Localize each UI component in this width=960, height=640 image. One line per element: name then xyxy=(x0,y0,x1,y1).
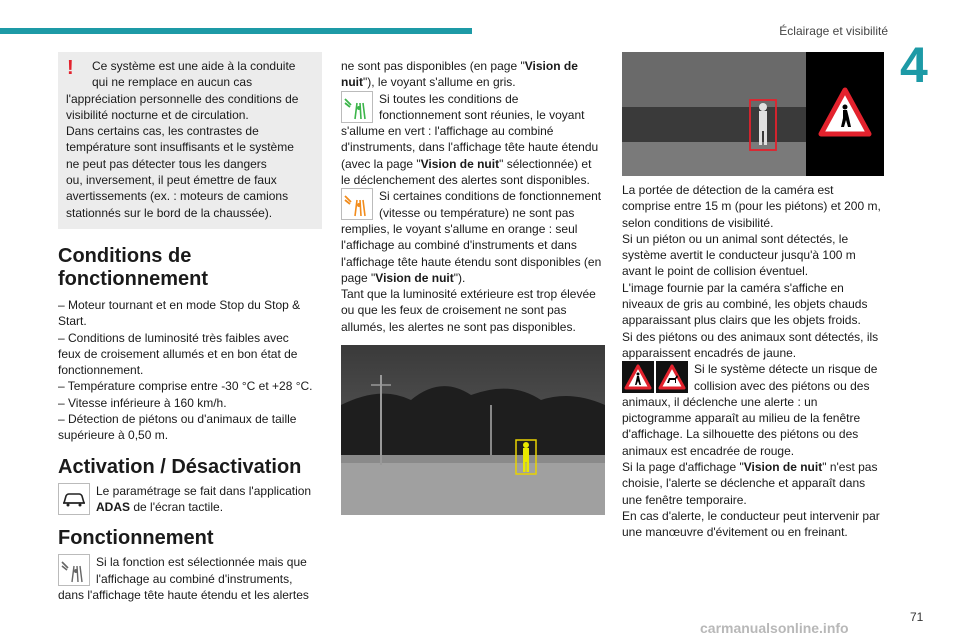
conditions-title: fonctionnement xyxy=(58,267,208,290)
green-line: (avec la page "Vision de nuit" sélectionnée) et xyxy=(341,156,592,171)
header-accent-bar xyxy=(0,28,472,34)
orange-line: page "Vision de nuit"). xyxy=(341,270,466,285)
warning-line: avertissements (ex. : moteurs de camions xyxy=(66,189,289,204)
section-title: Éclairage et visibilité xyxy=(779,24,888,38)
activation-item xyxy=(58,483,322,516)
range-line: Si des piétons ou des animaux sont détectés, ils xyxy=(622,329,879,344)
daylight-line: ou que les feux de croisement ne sont pas xyxy=(341,303,567,318)
green-line: s'allume en vert : l'affichage au combiné xyxy=(341,124,554,139)
orange-line: l'affichage tête haute étendu sont disponibles (en xyxy=(341,254,602,269)
night-vision-icon xyxy=(58,554,90,586)
range-line: système avertit le conducteur jusqu'à 100 m xyxy=(622,248,856,263)
orange-line: remplies, le voyant s'allume en orange : seul xyxy=(341,221,578,236)
alert-line: Si la page d'affichage "Vision de nuit" n'est pas xyxy=(622,460,878,475)
orange-line: l'affichage au combiné d'instruments et dans xyxy=(341,238,577,253)
conditions-line: feux de croisement allumés et en bon état de xyxy=(58,346,298,361)
activation-text: Le paramétrage se fait dans l'application ADAS de l'écran tactile. xyxy=(96,483,312,514)
night-vision-green-icon xyxy=(341,91,373,123)
range-line: Si un piéton ou un animal sont détectés, le xyxy=(622,231,849,246)
conditions-line: Start. xyxy=(58,314,87,329)
fonctionnement-line: Si la fonction est sélectionnée mais que xyxy=(96,555,307,570)
conditions-title: Conditions de xyxy=(58,244,192,267)
warning-line: qui ne remplace en aucun cas xyxy=(92,75,253,90)
alert-item xyxy=(622,361,886,394)
alert-line: une fenêtre temporaire. xyxy=(622,492,747,507)
conditions-line: – Détection de piétons ou d'animaux de taille xyxy=(58,412,297,427)
pedestrian-warning-icon xyxy=(622,361,654,393)
green-line: Si toutes les conditions de xyxy=(379,91,519,106)
warning-line: l'appréciation personnelle des conditions de xyxy=(66,91,299,106)
range-line: avant le point de collision éventuel. xyxy=(622,264,809,279)
range-line: comprise entre 15 m (pour les piétons) et 200 m, xyxy=(622,199,881,214)
column-3 xyxy=(622,52,886,541)
thermal-alert-image xyxy=(622,52,884,176)
range-line: apparaissant plus clairs que les objets froids. xyxy=(622,313,861,328)
range-line: L'image fournie par la caméra s'affiche en xyxy=(622,280,844,295)
range-line: niveaux de gris au combiné, les objets chauds xyxy=(622,297,868,312)
alert-line: En cas d'alerte, le conducteur peut intervenir par xyxy=(622,508,880,523)
fonctionnement-title: Fonctionnement xyxy=(58,527,214,550)
animal-warning-icon xyxy=(656,361,688,393)
alert-line: collision avec des piétons ou des xyxy=(694,378,870,393)
warning-line: stationnés sur le bord de la chaussée). xyxy=(66,205,273,220)
alert-line: choisie, l'alerte se déclenche et apparaît dans xyxy=(622,476,866,491)
orange-indicator-item xyxy=(341,188,605,221)
orange-line: (vitesse ou température) ne sont pas xyxy=(379,205,575,220)
col2-paragraph-1: ne sont pas disponibles (en page "Vision de nuit"), le voyant s'allume en gris. xyxy=(341,59,578,90)
warning-line: visibilité nocturne et de circulation. xyxy=(66,107,249,122)
night-vision-orange-icon xyxy=(341,188,373,220)
alert-line: Si le système détecte un risque de xyxy=(694,362,878,377)
column-2 xyxy=(341,58,605,515)
chapter-number: 4 xyxy=(900,37,928,93)
activation-title: Activation / Désactivation xyxy=(58,455,302,478)
fonctionnement-line: l'affichage au combiné d'instruments, xyxy=(96,571,293,586)
fonctionnement-line: dans l'affichage tête haute étendu et les alertes xyxy=(58,587,309,602)
conditions-line: supérieure à 0,50 m. xyxy=(58,428,169,443)
range-line: La portée de détection de la caméra est xyxy=(622,183,834,197)
daylight-line: allumés, les alertes ne sont pas disponibles. xyxy=(341,319,576,334)
exclamation-icon: ! xyxy=(67,57,74,79)
alert-line: animaux est encadrée de rouge. xyxy=(622,443,795,458)
page-number: 71 xyxy=(910,610,924,624)
green-line: d'instruments, dans l'affichage tête haute étendu xyxy=(341,140,599,155)
alert-line: une manœuvre d'évitement ou en freinant. xyxy=(622,525,848,540)
green-indicator-item xyxy=(341,91,605,124)
conditions-line: – Vitesse inférieure à 160 km/h. xyxy=(58,395,227,410)
column-1 xyxy=(58,52,322,603)
warning-line: Ce système est une aide à la conduite xyxy=(92,59,296,73)
daylight-line: Tant que la luminosité extérieure est trop élevée xyxy=(341,287,596,302)
orange-line: Si certaines conditions de fonctionnement xyxy=(379,189,602,204)
warning-line: température sont insuffisants et le système xyxy=(66,140,294,155)
warning-line: Dans certains cas, les contrastes de xyxy=(66,124,259,139)
conditions-line: – Moteur tournant et en mode Stop du Stop & xyxy=(58,297,301,312)
watermark: carmanualsonline.info xyxy=(700,620,849,636)
warning-line: ne peut pas détecter tous les dangers xyxy=(66,156,267,171)
fonctionnement-item xyxy=(58,554,322,587)
warning-box xyxy=(58,52,322,229)
car-icon xyxy=(58,483,90,515)
thermal-road-image xyxy=(341,345,605,515)
alert-line: pictogramme apparaît au milieu de la fenêtre xyxy=(622,411,861,426)
conditions-line: – Conditions de luminosité très faibles avec xyxy=(58,330,289,345)
alert-line: animaux, il déclenche une alerte : un xyxy=(622,394,818,409)
warning-line: ou, inversement, il peut émettre de faux xyxy=(66,173,277,188)
range-line: selon conditions de visibilité. xyxy=(622,215,774,230)
range-line: apparaissent encadrés de jaune. xyxy=(622,345,797,360)
alert-line: d'affichage. La silhouette des piétons ou des xyxy=(622,427,859,442)
green-line: le déclenchement des alertes sont disponibles. xyxy=(341,173,590,188)
conditions-line: – Température comprise entre -30 °C et +28 °C. xyxy=(58,379,313,394)
conditions-line: fonctionnement. xyxy=(58,363,144,378)
green-line: fonctionnement sont réunies, le voyant xyxy=(379,107,585,122)
